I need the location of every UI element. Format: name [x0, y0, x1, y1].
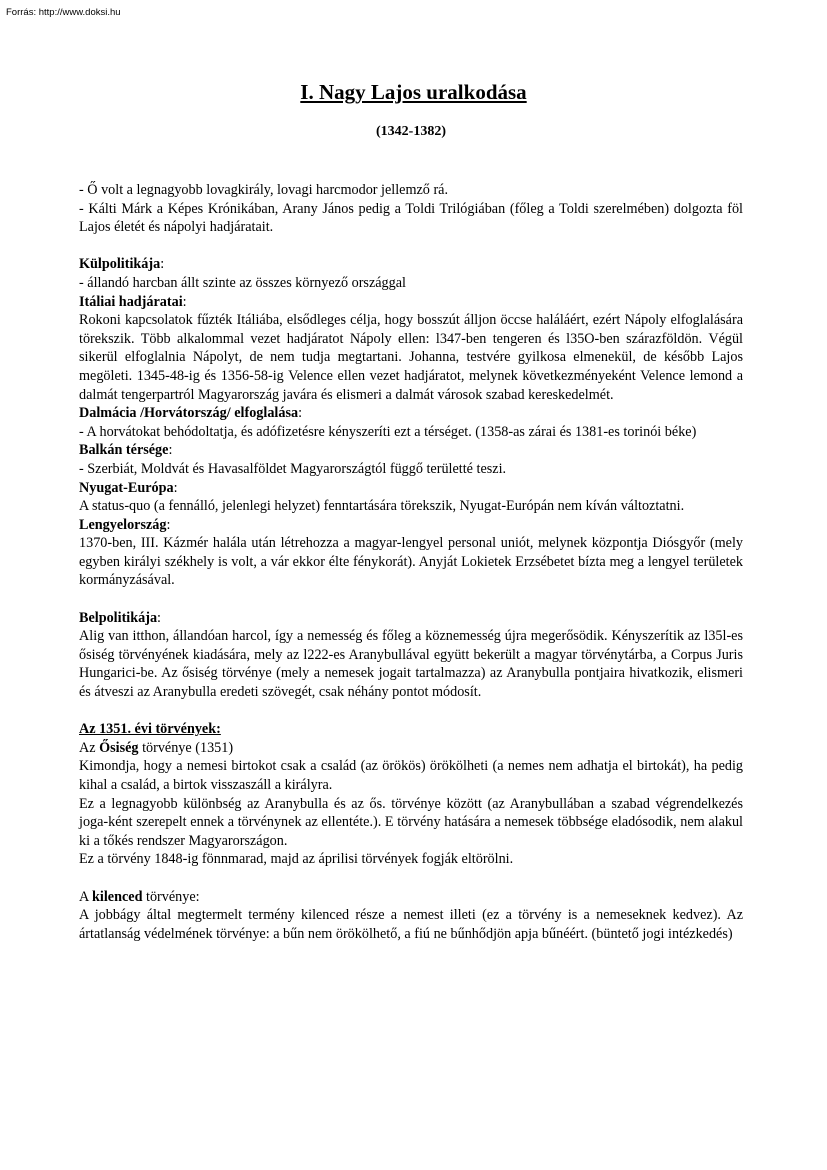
page-subtitle-years: (1342-1382) [376, 124, 446, 139]
osiseg-paragraph-3: Ez a törvény 1848-ig fönnmarad, majd az áprilisi törvények fogják eltörölni. [79, 851, 514, 868]
balkan-text: - Szerbiát, Moldvát és Havasalföldet Magyarországtól függő területté teszi. [79, 460, 507, 477]
section-lengyel: Lengyelország: [79, 516, 171, 533]
dalmacia-text: - A horvátokat behódoltatja, és adófizetésre kényszeríti ezt a térséget. (1358-as zárai és 1381-es torinói béke) [79, 423, 697, 440]
heading-dalmacia: Dalmácia /Horvátország/ elfoglalása [79, 405, 299, 422]
section-balkan: Balkán térsége: [79, 442, 173, 459]
kulpolitika-text: - állandó harcban állt szinte az összes környező országgal [79, 274, 406, 291]
kilenced-paragraph: A jobbágy által megtermelt termény kilenced része a nemest illeti (ez a törvény is a nemeseknek kedvez). Az ártatlanság védelmének törvénye: a bűn nem örökölhető, a fiú ne bűnhődjön apja bűnéért. (büntető jogi intézkedés) [79, 907, 743, 942]
heading-belpolitika: Belpolitikája [79, 609, 158, 626]
heading-nyugat: Nyugat-Európa [79, 479, 174, 496]
section-dalmacia: Dalmácia /Horvátország/ elfoglalása: [79, 405, 303, 422]
lengyel-text: 1370-ben, III. Kázmér halála után létrehozza a magyar-lengyel personal uniót, melynek központja Diósgyőr (mely egyben királyi székhely is volt, a vár ekkor élte fénykorát). Anyját Lokietek Erzsébetet bízta meg a lengyel területek kormányzásával. [79, 535, 743, 589]
osiseg-paragraph-1: Kimondja, hogy a nemesi birtokot csak a család (az örökös) örökölheti (a nemes nem adhatja el birtokát), ha pedig kihal a család, a birtok visszaszáll a királyra. [79, 758, 743, 793]
heading-laws-1351: Az 1351. évi törvények: [79, 721, 221, 738]
heading-kulpolitika: Külpolitikája [79, 256, 161, 273]
section-nyugat: Nyugat-Európa: [79, 479, 178, 496]
section-kulpolitika: Külpolitikája: [79, 256, 165, 273]
osiseg-title: Az Ősiség törvénye (1351) [79, 739, 234, 756]
heading-lengyel: Lengyelország [79, 516, 167, 533]
italia-text: Rokoni kapcsolatok fűzték Itáliába, elsődleges célja, hogy bosszút álljon öccse haláláért, ezért Nápoly elfoglalására törekszik. Több alkalommal vezet hadjáratot Nápoly ellen: l347-ben tengeren és l35O-ben szárazföldön. Végül sikerül elfoglalnia Nápolyt, de nem tudja megtartani. Johanna, testvére gyilkosa elmenekül, de később Lajos megöleti. 1345-48-ig és 1356-58-ig Velence ellen vezet hadjáratot, melynek következményeként Velence lemond a dalmát tengerpartról Magyarország javára és elismeri a dalmát városok szabad kereskedelmét. [79, 312, 743, 403]
osiseg-paragraph-2: Ez a legnagyobb különbség az Aranybulla és az ős. törvénye között (az Aranybullában a szabad végrendelkezés joga-ként szerepelt ennek a törvénynek az ellentéte.). E törvény hatására a nemesek többsége eladósodik, nem alakul ki a tőkés rendszer Magyarországon. [79, 795, 743, 849]
intro-line-2: - Kálti Márk a Képes Krónikában, Arany János pedig a Toldi Trilógiában (főleg a Toldi szerelmében) dolgozta föl Lajos életét és nápolyi hadjáratait. [79, 200, 743, 236]
section-belpolitika: Belpolitikája: [79, 609, 161, 626]
section-italia: Itáliai hadjáratai: [79, 293, 187, 310]
kilenced-title: A kilenced törvénye: [79, 888, 200, 905]
page-title: I. Nagy Lajos uralkodása [300, 80, 527, 104]
belpolitika-text: Alig van itthon, állandóan harcol, így a nemesség és főleg a köznemesség újra megerősödik. Kényszerítik az l35l-es ősiség törvényének kiadására, mely az l222-es Aranybullával együtt bekerült a magyar törvénytárba, a Corpus Juris Hungarici-be. Az ősiség törvénye (mely a nemesek jogait tartalmazza) az Aranybulla pontjaira hivatkozik, elismeri és átveszi az Aranybulla eredeti szövegét, csak néhány pontot módosít. [79, 628, 743, 701]
source-url: Forrás: http://www.doksi.hu [6, 7, 121, 18]
intro-line-1: - Ő volt a legnagyobb lovagkirály, lovagi harcmodor jellemző rá. [79, 182, 449, 198]
heading-italia: Itáliai hadjáratai [79, 293, 183, 310]
heading-balkan: Balkán térsége [79, 442, 169, 459]
nyugat-text: A status-quo (a fennálló, jelenlegi helyzet) fenntartására törekszik, Nyugat-Európán nem kíván változtatni. [79, 498, 685, 515]
document-body [79, 181, 743, 943]
